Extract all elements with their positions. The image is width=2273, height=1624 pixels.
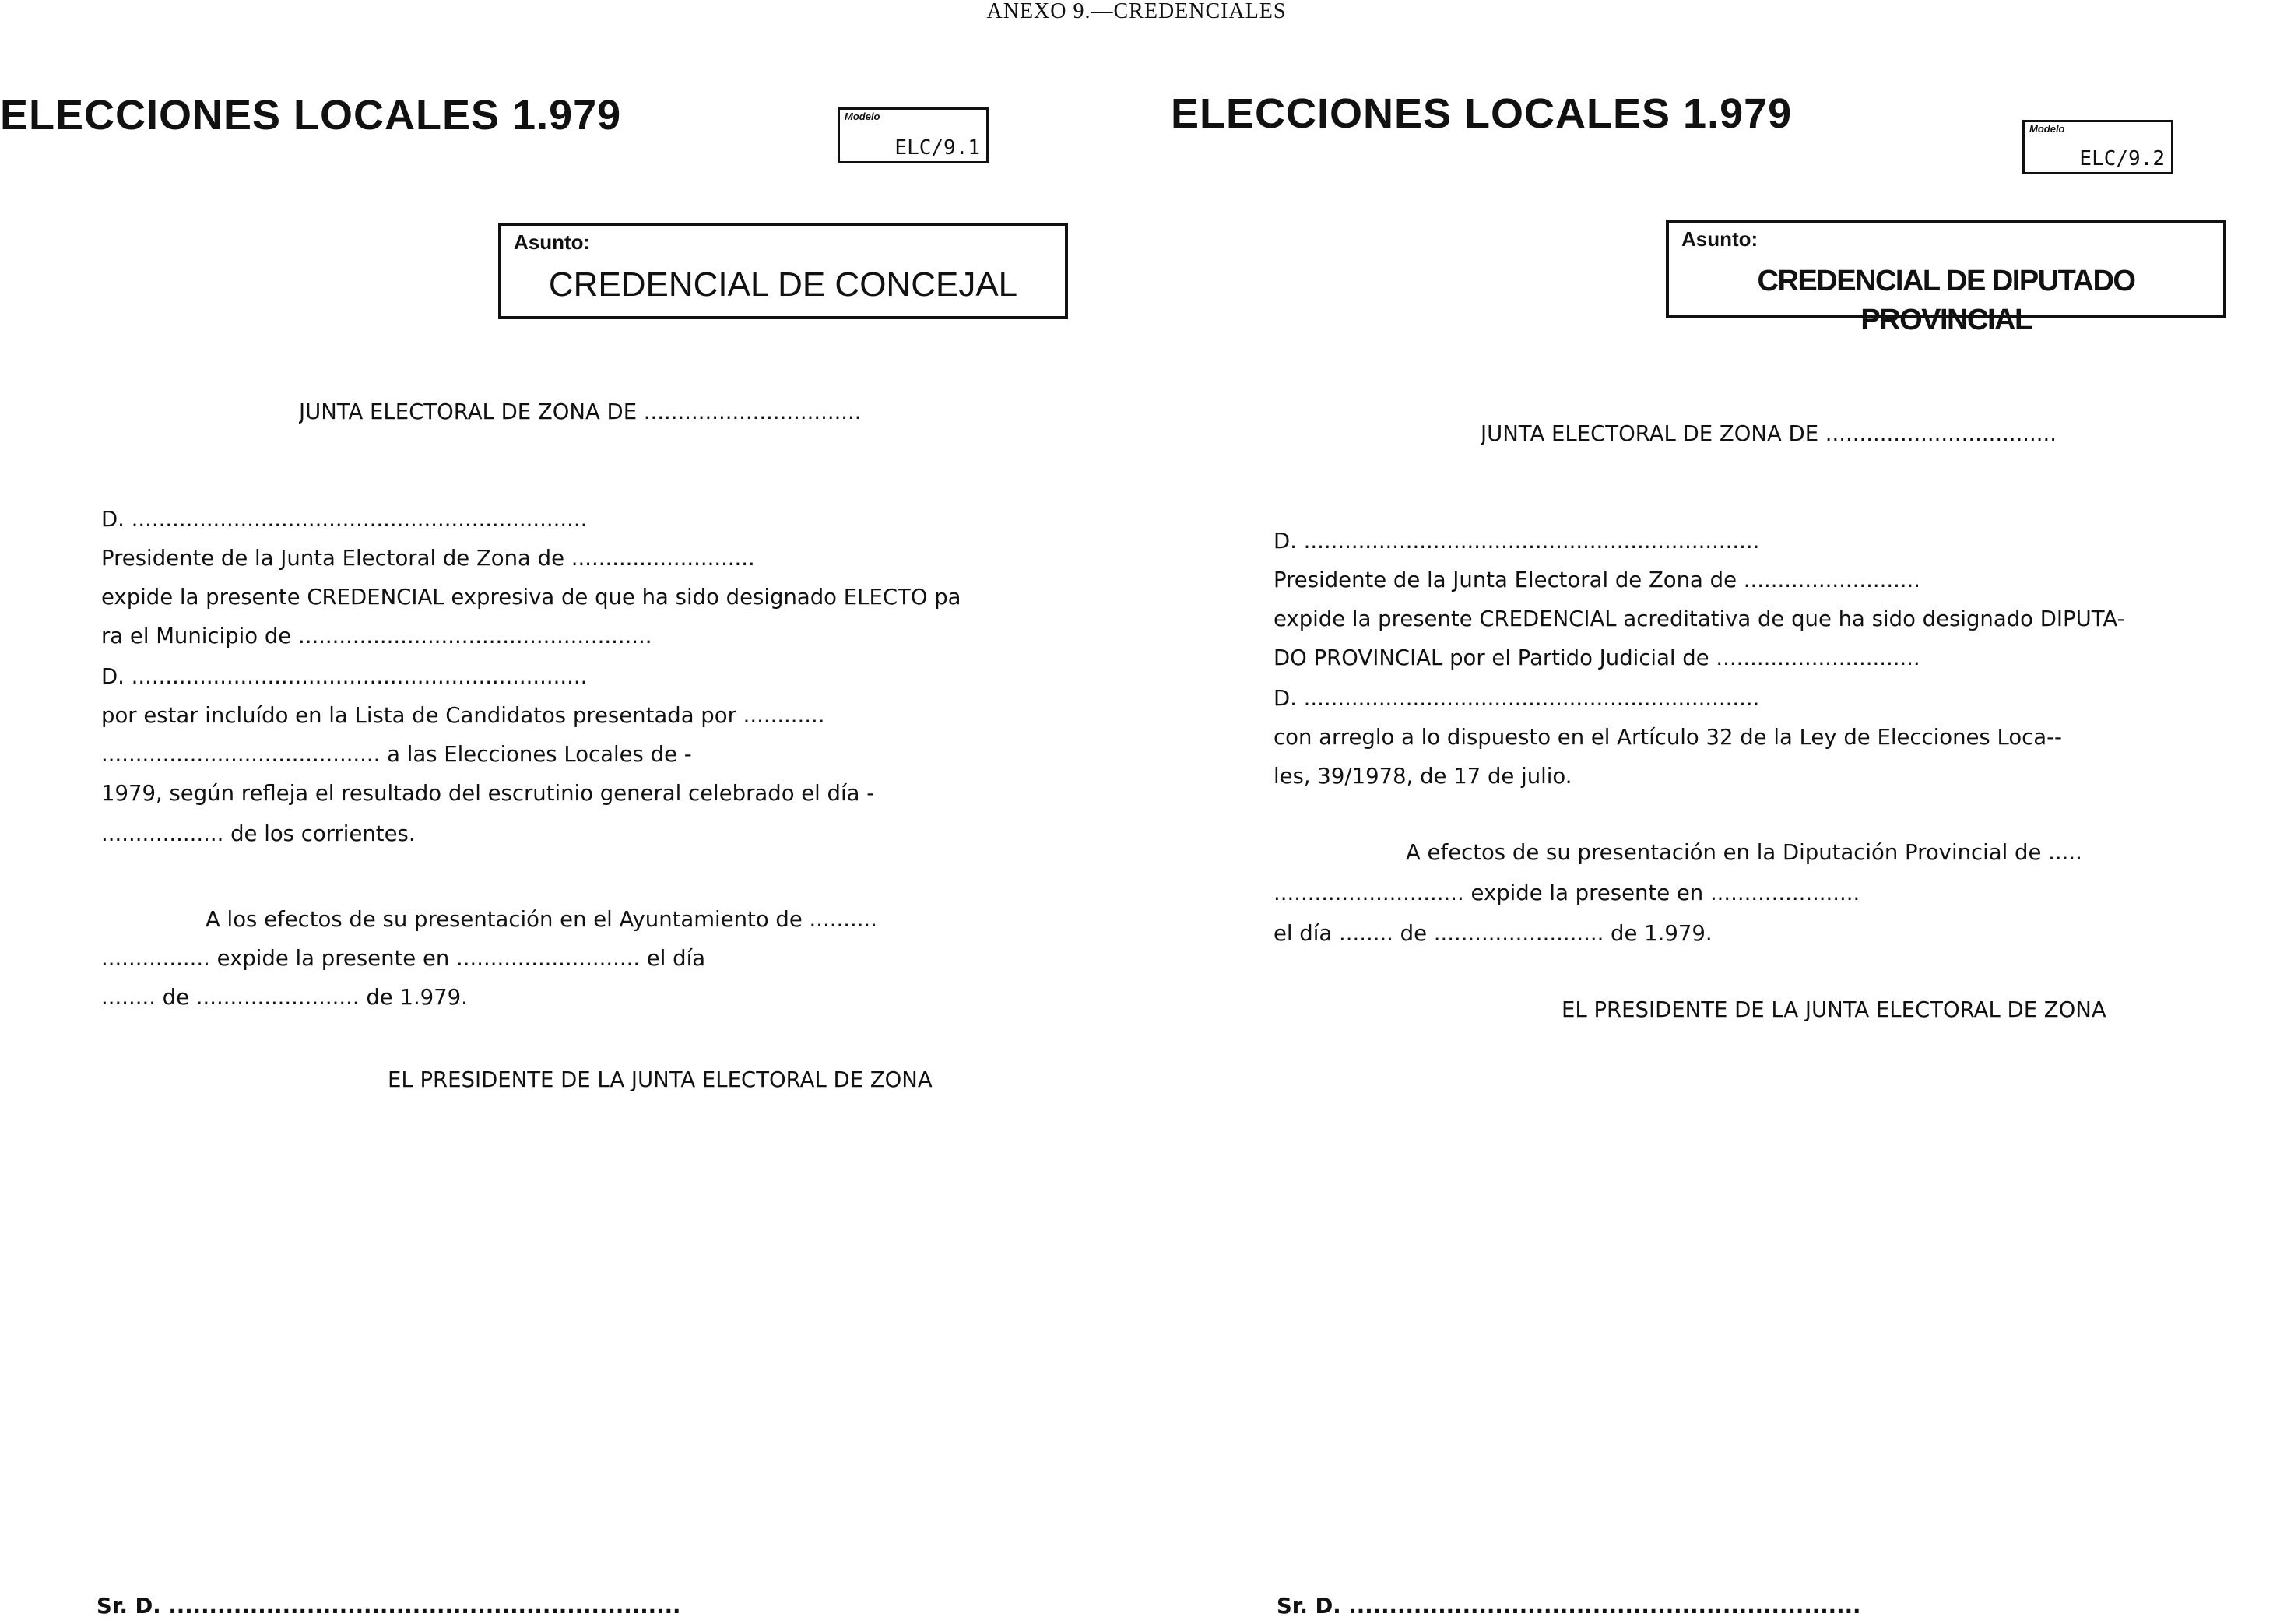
right-body-line: Presidente de la Junta Electoral de Zona de ..........................: [1274, 568, 1921, 592]
right-signature: EL PRESIDENTE DE LA JUNTA ELECTORAL DE ZONA: [1562, 997, 2106, 1022]
left-modelo-code: ELC/9.1: [894, 136, 980, 160]
right-body-line: D. ...................................................................: [1274, 529, 1760, 554]
left-body-line: por estar incluído en la Lista de Candidatos presentada por ............: [101, 703, 825, 728]
left-efectos-line: A los efectos de su presentación en el Ayuntamiento de ..........: [206, 907, 877, 932]
left-body-line: .................. de los corrientes.: [101, 821, 416, 846]
left-body-line: D. ...................................................................: [101, 664, 588, 689]
left-modelo-label: Modelo: [845, 111, 880, 122]
right-heading: ELECCIONES LOCALES 1.979: [1171, 90, 1793, 137]
left-heading: ELECCIONES LOCALES 1.979: [0, 92, 622, 139]
left-asunto-box: [498, 223, 1068, 319]
right-modelo-code: ELC/9.2: [2079, 147, 2165, 170]
left-body-line: 1979, según refleja el resultado del escrutinio general celebrado el día -: [101, 781, 875, 806]
left-asunto-label: Asunto:: [514, 230, 591, 254]
left-body-line: Presidente de la Junta Electoral de Zona de ...........................: [101, 546, 755, 571]
left-modelo-box: [838, 107, 989, 163]
right-efectos-line: A efectos de su presentación en la Diputación Provincial de .....: [1406, 840, 2082, 865]
left-body-line: D. ...................................................................: [101, 507, 588, 532]
right-asunto-label: Asunto:: [1681, 227, 1758, 251]
right-body-line: les, 39/1978, de 17 de julio.: [1274, 764, 1572, 789]
left-sr-line: Sr. D. ...............................................................: [97, 1594, 681, 1619]
left-body-line: expide la presente CREDENCIAL expresiva de que ha sido designado ELECTO pa: [101, 585, 961, 610]
right-modelo-label: Modelo: [2029, 123, 2065, 135]
right-body-line: D. ...................................................................: [1274, 686, 1760, 711]
left-junta-line: JUNTA ELECTORAL DE ZONA DE ................................: [299, 399, 862, 424]
right-modelo-box: [2022, 120, 2173, 174]
left-body-line: ra el Municipio de ....................................................: [101, 624, 652, 649]
left-asunto-title: CREDENCIAL DE CONCEJAL: [548, 265, 1018, 304]
left-body-line: ......................................... a las Elecciones Locales de -: [101, 742, 692, 767]
right-asunto-title: CREDENCIAL DE DIPUTADO PROVINCIAL: [1757, 265, 2135, 336]
right-sr-line: Sr. D. ...............................................................: [1277, 1594, 1861, 1619]
right-asunto-box: [1666, 220, 2226, 336]
annex-header: ANEXO 9.—CREDENCIALES: [986, 0, 1287, 23]
right-efectos-line: el día ........ de ......................... de 1.979.: [1274, 921, 1713, 946]
left-efectos-line: ........ de ........................ de 1.979.: [101, 985, 468, 1010]
right-body-line: con arreglo a lo dispuesto en el Artículo 32 de la Ley de Elecciones Loca--: [1274, 725, 2062, 750]
left-efectos-line: ................ expide la presente en ........................... el día: [101, 946, 706, 971]
right-efectos-line: ............................ expide la presente en ......................: [1274, 881, 1860, 905]
right-body-line: expide la presente CREDENCIAL acreditativa de que ha sido designado DIPUTA-: [1274, 606, 2125, 631]
left-signature: EL PRESIDENTE DE LA JUNTA ELECTORAL DE ZONA: [388, 1067, 933, 1092]
right-junta-line: JUNTA ELECTORAL DE ZONA DE ..................................: [1481, 421, 2057, 446]
right-body-line: DO PROVINCIAL por el Partido Judicial de ..............................: [1274, 645, 1920, 670]
